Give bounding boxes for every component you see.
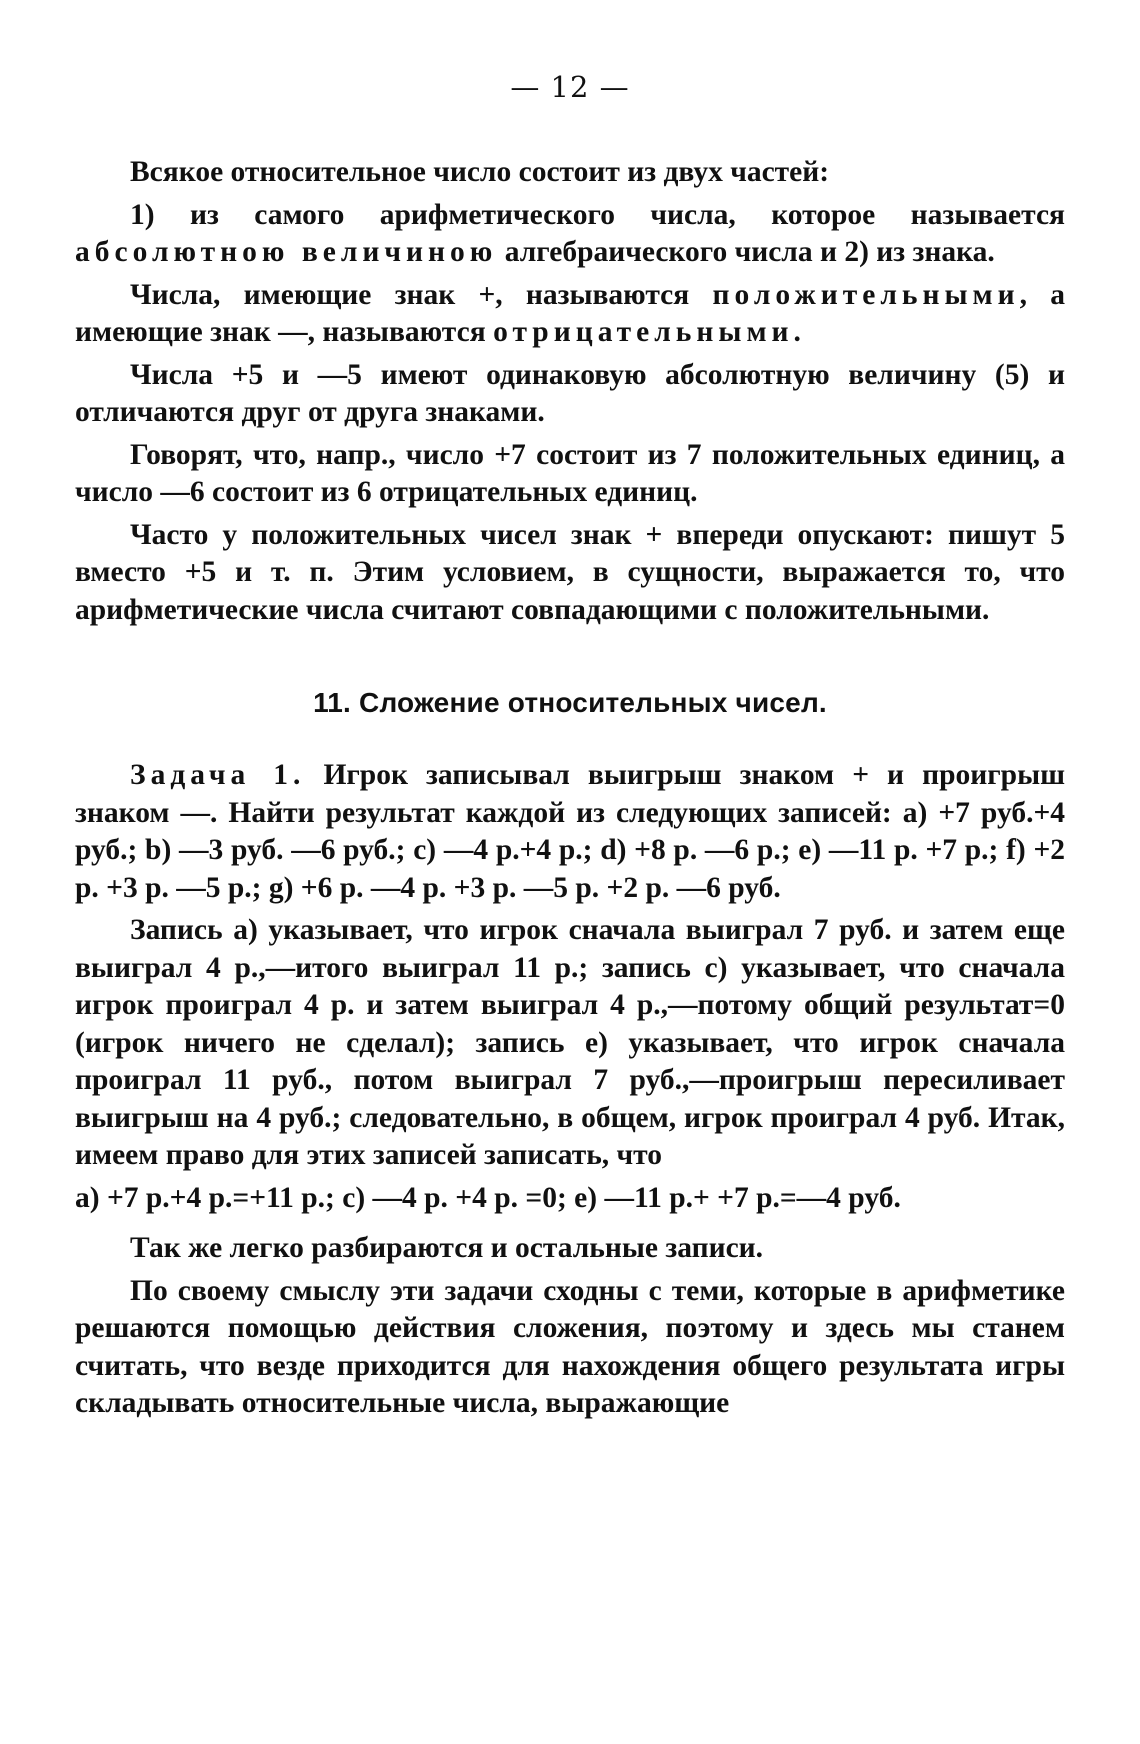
intro-paragraph-2-text-a: 1) из самого арифметического числа, которое называется (130, 198, 1065, 231)
page-number: — 12 — (510, 70, 630, 104)
intro-paragraph-4: Числа +5 и —5 имеют одинаковую абсолютную величину (5) и отличаются друг от друга знаками. (75, 358, 1065, 428)
task-text: Игрок записывал выигрыш знаком + и проигрыш знаком —. Найти результат каждой из следующих записей: a) +7 руб.+4 руб.; b) —3 руб. —6 руб.; c) —4 р.+4 р.; d) +8 р. —6 р.; e) —11 р. +7 р.; f) +2 р. +3 р. —5 р.; g) +6 р. —4 р. +3 р. —5 р. +2 р. —6 руб. (75, 759, 1065, 904)
intro-paragraph-3-text-b: , а имеющие знак —, называются (75, 278, 1065, 348)
intro-paragraph-5: Говорят, что, напр., число +7 состоит из 7 положительных единиц, а число —6 состоит из 6 отрицательных единиц. (75, 438, 1065, 508)
intro-paragraph-3-text-c: . (793, 316, 801, 348)
easy-paragraph: Так же легко разбираются и остальные записи. (130, 1232, 764, 1264)
intro-paragraph-6: Часто у положительных чисел знак + впереди опускают: пишут 5 вместо +5 и т. п. Этим условием, в сущности, выражается то, что арифметические числа считают совпадающими с положительными. (75, 518, 1065, 626)
intro-paragraph-2 (75, 197, 1065, 272)
formula-line: a) +7 р.+4 р.=+11 р.; c) —4 р. +4 р. =0; e) —11 р.+ +7 р.=—4 руб. (75, 1181, 901, 1214)
section-heading: 11. Сложение относительных чисел. (313, 687, 827, 718)
meaning-paragraph: По своему смыслу эти задачи сходны с теми, которые в арифметике решаются помощью действия сложения, поэтому и здесь мы станем считать, что везде приходится для нахождения общего результата игры складывать относительные числа, выражающие (75, 1274, 1065, 1419)
explanation-paragraph: Запись a) указывает, что игрок сначала выиграл 7 руб. и затем еще выиграл 4 р.,—итого выиграл 11 р.; запись c) указывает, что сначала игрок проиграл 4 р. и затем выиграл 4 р.,—потому общий результат=0 (игрок ничего не сделал); запись e) указывает, что игрок сначала проиграл 11 руб., потом выиграл 7 руб.,—проигрыш пересиливает выигрыш на 4 руб.; следовательно, в общем, игрок проиграл 4 руб. Итак, имеем право для этих записей записать, что (75, 914, 1065, 1171)
spacer (75, 1222, 1065, 1230)
intro-paragraph-3-text-a: Числа, имеющие знак +, называются (130, 278, 713, 311)
term-absolute-value: абсолютною величиною (75, 236, 498, 268)
book-page (75, 70, 1065, 1428)
intro-paragraph-2-text-b: алгебраического числа и 2) из знака. (497, 236, 995, 268)
task-label: Задача 1. (130, 759, 306, 791)
term-negative: отрицательными (493, 316, 794, 348)
task-paragraph (75, 757, 1065, 907)
term-positive: положительными (712, 278, 1020, 311)
intro-paragraph-1: Всякое относительное число состоит из двух частей: (130, 156, 830, 188)
intro-paragraph-3 (75, 277, 1065, 352)
